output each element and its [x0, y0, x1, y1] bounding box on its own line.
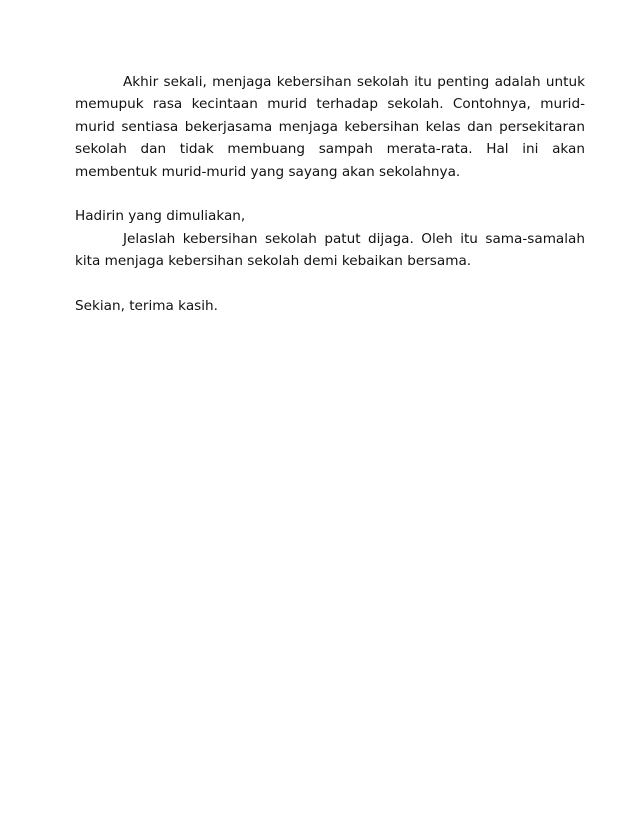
paragraph-spacer	[75, 183, 585, 205]
paragraph-spacer	[75, 273, 585, 295]
document-page	[75, 71, 585, 317]
closing-line: Sekian, terima kasih.	[75, 298, 218, 315]
body-paragraph-2: Jelaslah kebersihan sekolah patut dijaga. Oleh itu sama-samalah kita menjaga kebersihan sekolah demi kebaikan bersama.	[75, 230, 585, 270]
body-paragraph-1: Akhir sekali, menjaga kebersihan sekolah itu penting adalah untuk memupuk rasa kecintaan murid terhadap sekolah. Contohnya, murid-murid sentiasa bekerjasama menjaga kebersihan kelas dan persekitaran sekolah dan tidak membuang sampah merata-rata. Hal ini akan membentuk murid-murid yang sayang akan sekolahnya.	[75, 74, 585, 180]
salutation-line: Hadirin yang dimuliakan,	[75, 208, 246, 225]
